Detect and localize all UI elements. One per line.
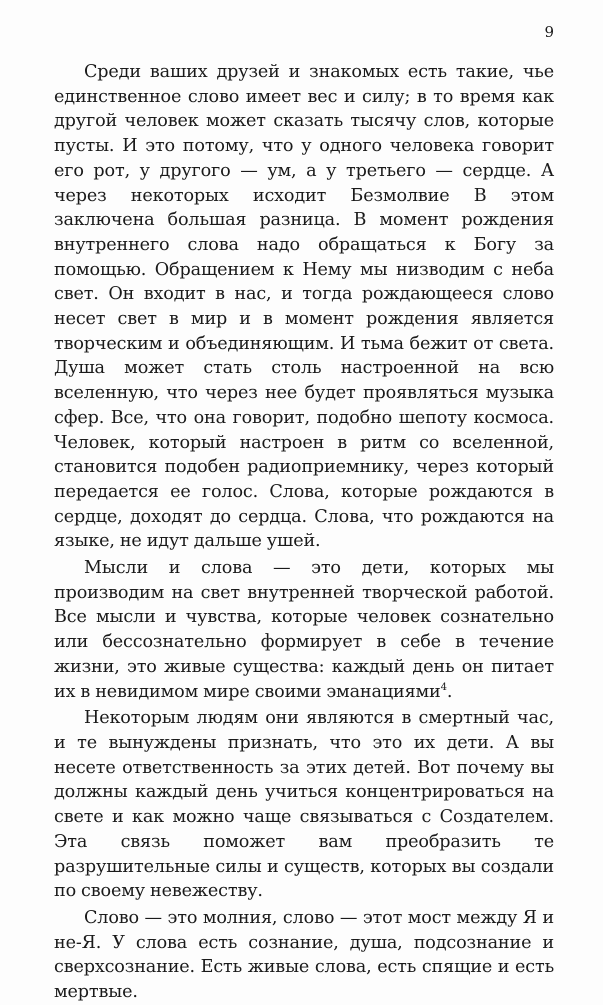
paragraph-3 (54, 706, 554, 904)
paragraph-1 (54, 60, 554, 554)
page-number: 9 (544, 23, 554, 41)
footnote-marker: 4 (440, 681, 447, 693)
paragraph-1-text: Среди ваших друзей и знакомых есть такие, чье единственное слово имеет вес и силу; в то время как другой человек может сказать тысячу слов, которые пусты. И это потому, что у одного человека говорит его рот, у другого — ум, а у третьего — сердце. А через некоторых исходит Безмолвие В этом заключена большая разница. В момент рождения внутреннего слова надо обращаться к Богу за помощью. Обращением к Нему мы низводим с неба свет. Он входит в нас, и тогда рождающееся слово несет свет в мир и в момент рождения является творческим и объединяющим. И тьма бежит от света. Душа может стать столь настроенной на всю вселенную, что через нее будет проявляться музыка сфер. Все, что она говорит, подобно шепоту космоса. Человек, который настроен в ритм со вселенной, становится подобен радиоприемнику, через который передается ее голос. Слова, которые рождаются в сердце, доходят до сердца. Слова, что рождаются на языке, не идут дальше ушей. (54, 62, 554, 552)
paragraph-2 (54, 556, 554, 704)
paragraph-4 (54, 906, 554, 1005)
paragraph-3-text: Некоторым людям они являются в смертный час, и те вынуждены признать, что это их дети. А вы несете ответственность за этих детей. Вот почему вы должны каждый день учиться концентрироваться на свете и как можно чаще связываться с Создателем. Эта связь поможет вам преобразить те разрушительные силы и существ, которых вы создали по своему невежеству. (54, 708, 554, 902)
paragraph-4-text: Слово — это молния, слово — этот мост между Я и не-Я. У слова есть сознание, душа, подсознание и сверхсознание. Есть живые слова, есть спящие и есть мертвые. (54, 907, 554, 1003)
paragraph-2-text: Мысли и слова — это дети, которых мы производим на свет внутренней творческой работой. Все мысли и чувства, которые человек сознательно или бессознательно формирует в себе в течение жизни, это живые существа: каждый день он питает их в невидимом мире своими эманациями (54, 558, 554, 702)
paragraph-2-tail: . (446, 681, 453, 702)
book-page (54, 22, 554, 1005)
